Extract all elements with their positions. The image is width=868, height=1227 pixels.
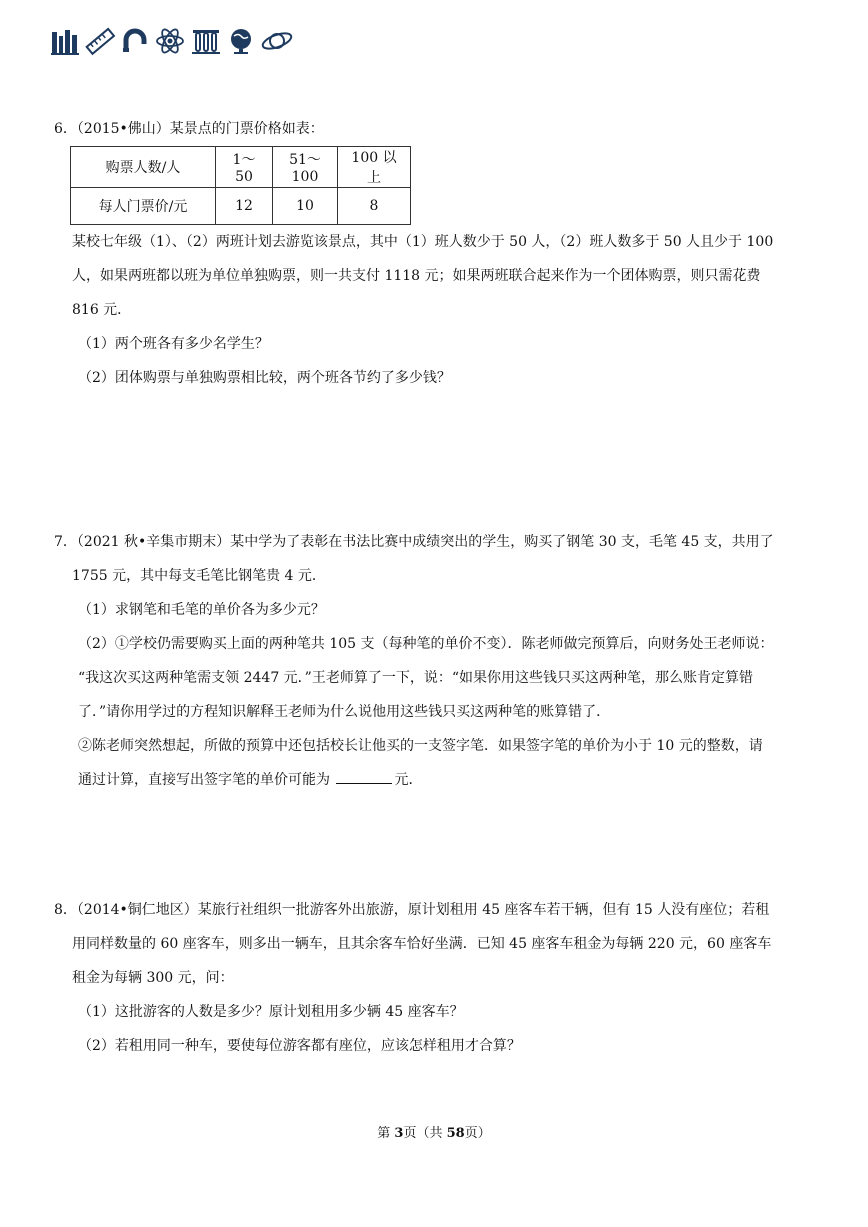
q6-part-2: （2）团体购票与单独购票相比较，两个班各节约了多少钱？ — [78, 370, 451, 386]
table-row — [71, 188, 411, 225]
question-8 — [54, 893, 824, 1063]
atom-icon — [154, 26, 186, 56]
q6-body-line: 816 元． — [72, 302, 132, 318]
q8-stem-3: 租金为每辆 300 元，问： — [72, 970, 234, 986]
q7-part-2e-text: 通过计算，直接写出签字笔的单价可能为 — [78, 772, 335, 788]
table-cell: 购票人数/人 — [71, 147, 216, 188]
q7-part-2a: （2）①学校仍需要购买上面的两种笔共 105 支（每种笔的单价不变）．陈老师做完预算后，向财务处王老师说： — [78, 636, 774, 652]
table-cell: 每人门票价/元 — [71, 188, 216, 225]
q7-part-2e-unit: 元． — [394, 772, 423, 788]
test-tubes-icon — [190, 26, 222, 56]
q8-stem-2: 用同样数量的 60 座客车，则多出一辆车，且其余客车恰好坐满．已知 45 座客车租金为每辆 220 元，60 座客车 — [72, 936, 772, 952]
q7-stem: 7．（2021 秋•辛集市期末）某中学为了表彰在书法比赛中成绩突出的学生，购买了钢笔 30 支，毛笔 45 支，共用了 — [54, 534, 774, 550]
ticket-price-table — [70, 146, 411, 225]
q7-part-2e — [54, 763, 824, 797]
page-total: 58 — [446, 1126, 465, 1141]
q7-part-2c: 了．”请你用学过的方程知识解释王老师为什么说他用这些钱只买这两种笔的账算错了． — [78, 704, 611, 720]
header-icons — [50, 24, 294, 58]
q7-part-2d: ②陈老师突然想起，所做的预算中还包括校长让他买的一支签字笔．如果签字笔的单价为小于 10 元的整数，请 — [78, 738, 763, 754]
table-cell: 100 以上 — [338, 147, 411, 188]
q8-part-1: （1）这批游客的人数是多少？原计划租用多少辆 45 座客车？ — [78, 1004, 464, 1020]
page-number: 3 — [394, 1126, 404, 1141]
footer-mid: 页（共 — [403, 1126, 447, 1141]
globe-icon — [226, 26, 256, 56]
q7-part-2b: “我这次买这两种笔需支领 2447 元．”王老师算了一下，说：“如果你用这些钱只买这两种笔，那么账肯定算错 — [78, 670, 753, 686]
question-7 — [54, 525, 824, 797]
q7-part-1: （1）求钢笔和毛笔的单价各为多少元？ — [78, 602, 325, 618]
table-cell: 51～100 — [273, 147, 338, 188]
q6-part-1: （1）两个班各有多少名学生？ — [78, 336, 269, 352]
table-cell: 12 — [216, 188, 273, 225]
table-cell: 1～50 — [216, 147, 273, 188]
question-6 — [54, 112, 824, 395]
ruler-icon — [84, 26, 116, 56]
answer-blank[interactable] — [336, 769, 392, 784]
table-cell: 8 — [338, 188, 411, 225]
footer-suffix: 页） — [464, 1126, 491, 1141]
footer-prefix: 第 — [377, 1126, 395, 1141]
page-content — [54, 112, 824, 1063]
page-footer — [0, 1122, 868, 1141]
q6-body-line: 某校七年级（1）、（2）两班计划去游览该景点，其中（1）班人数少于 50 人，（2）班人数多于 50 人且少于 100 — [72, 234, 774, 250]
q7-stem-2: 1755 元，其中每支毛笔比钢笔贵 4 元． — [72, 568, 326, 584]
magnet-icon — [120, 26, 150, 56]
table-cell: 10 — [273, 188, 338, 225]
q8-stem: 8．（2014•铜仁地区）某旅行社组织一批游客外出旅游，原计划租用 45 座客车若干辆，但有 15 人没有座位；若租 — [54, 902, 770, 918]
table-row — [71, 147, 411, 188]
q8-part-2: （2）若租用同一种车，要使每位游客都有座位，应该怎样租用才合算？ — [78, 1038, 521, 1054]
q6-stem: 6．（2015•佛山）某景点的门票价格如表： — [54, 121, 324, 137]
q6-body-line: 人，如果两班都以班为单位单独购票，则一共支付 1118 元；如果两班联合起来作为一个团体购票，则只需花费 — [72, 268, 761, 284]
planet-icon — [260, 26, 294, 56]
books-icon — [50, 26, 80, 56]
